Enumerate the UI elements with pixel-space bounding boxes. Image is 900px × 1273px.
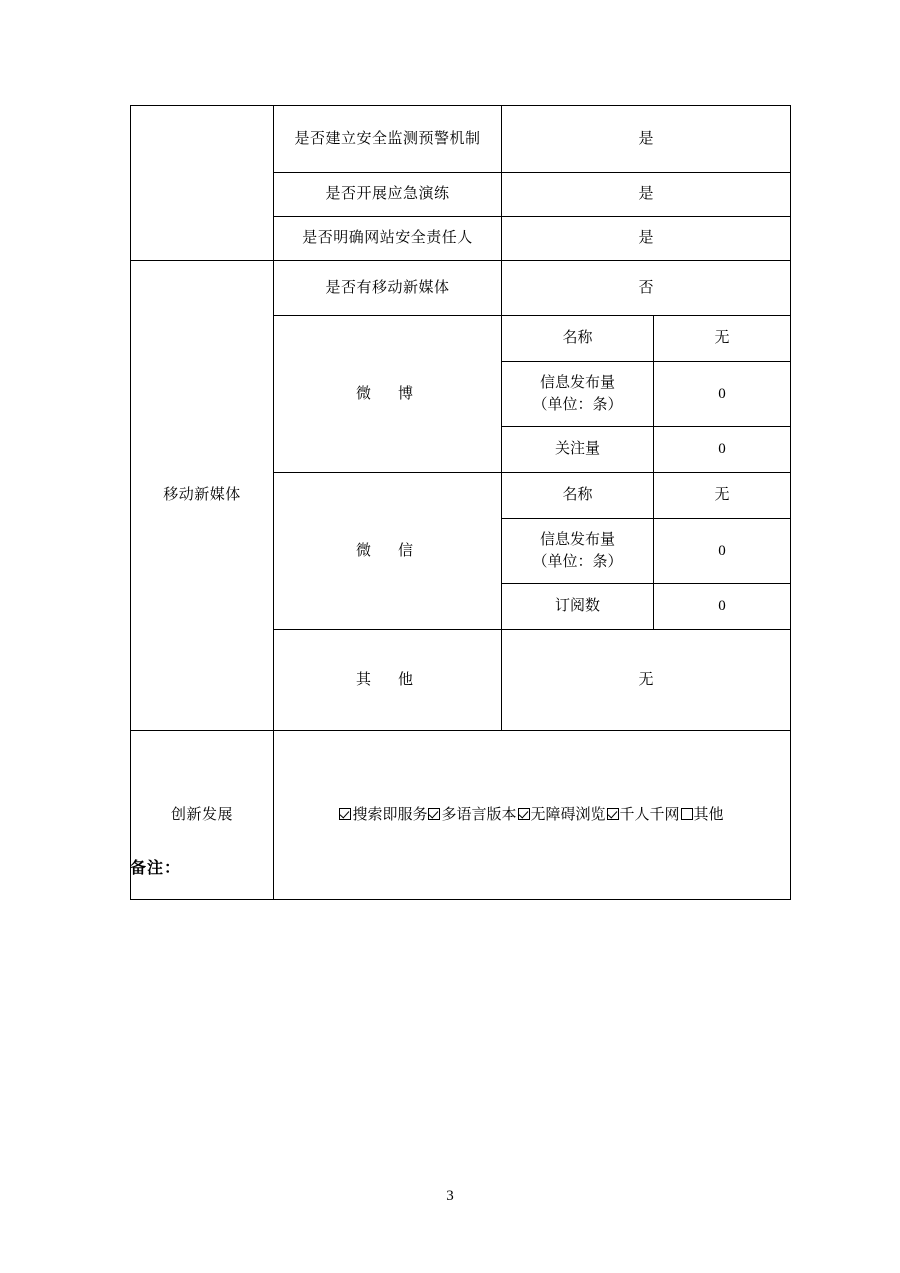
innovation-option-1[interactable] [428,807,516,823]
checked-checkbox-icon[interactable] [607,808,619,820]
security-question-0: 是否建立安全监测预警机制 [274,106,502,173]
security-answer-1: 是 [502,173,791,217]
innovation-option-label: 多语言版本 [441,806,517,823]
innovation-options-list [276,804,788,827]
innovation-option-2[interactable] [518,807,606,823]
weibo-item-1-name-line1: 信息发布量 [539,374,615,391]
security-question-2: 是否明确网站安全责任人 [274,217,502,261]
checked-checkbox-icon[interactable] [339,808,351,820]
weixin-item-2-name: 订阅数 [502,584,654,630]
unchecked-checkbox-icon[interactable] [681,808,693,820]
innovation-option-0[interactable] [339,807,427,823]
checked-checkbox-icon[interactable] [428,808,440,820]
innovation-options-cell [274,731,791,900]
other-media-label: 其 他 [274,630,502,731]
table-row [131,261,791,316]
website-report-table [130,105,791,900]
weibo-item-0-value: 无 [654,316,791,362]
page-number: 3 [446,1188,454,1204]
innovation-option-label: 无障碍浏览 [530,806,606,823]
innovation-option-label: 千人千网 [619,806,680,823]
security-answer-2: 是 [502,217,791,261]
innovation-option-label: 搜索即服务 [352,806,428,823]
weibo-item-1-name [502,362,654,427]
has-mobile-media-value: 否 [502,261,791,316]
weibo-item-2-name: 关注量 [502,427,654,473]
other-media-value: 无 [502,630,791,731]
innovation-section-label: 创新发展 [131,731,274,900]
checked-checkbox-icon[interactable] [518,808,530,820]
weixin-item-0-name: 名称 [502,473,654,519]
weixin-item-1-name-line1: 信息发布量 [539,531,615,548]
table-row [131,106,791,173]
table-row [131,731,791,900]
weixin-item-1-value: 0 [654,519,791,584]
weixin-label: 微 信 [274,473,502,630]
weibo-item-1-name-line2: （单位：条） [532,397,623,413]
has-mobile-media-label: 是否有移动新媒体 [274,261,502,316]
weibo-item-2-value: 0 [654,427,791,473]
security-answer-0: 是 [502,106,791,173]
remark-label: 备注： [130,860,182,877]
innovation-option-4[interactable] [681,807,724,823]
weixin-item-2-value: 0 [654,584,791,630]
weixin-item-1-name-line2: （单位：条） [532,554,623,570]
security-section-label-cell [131,106,274,261]
weixin-item-1-name [502,519,654,584]
weibo-item-1-value: 0 [654,362,791,427]
innovation-option-label: 其他 [693,806,724,823]
weibo-item-0-name: 名称 [502,316,654,362]
mobile-media-section-label: 移动新媒体 [131,261,274,731]
weibo-label: 微 博 [274,316,502,473]
security-question-1: 是否开展应急演练 [274,173,502,217]
innovation-option-3[interactable] [607,807,680,823]
weixin-item-0-value: 无 [654,473,791,519]
